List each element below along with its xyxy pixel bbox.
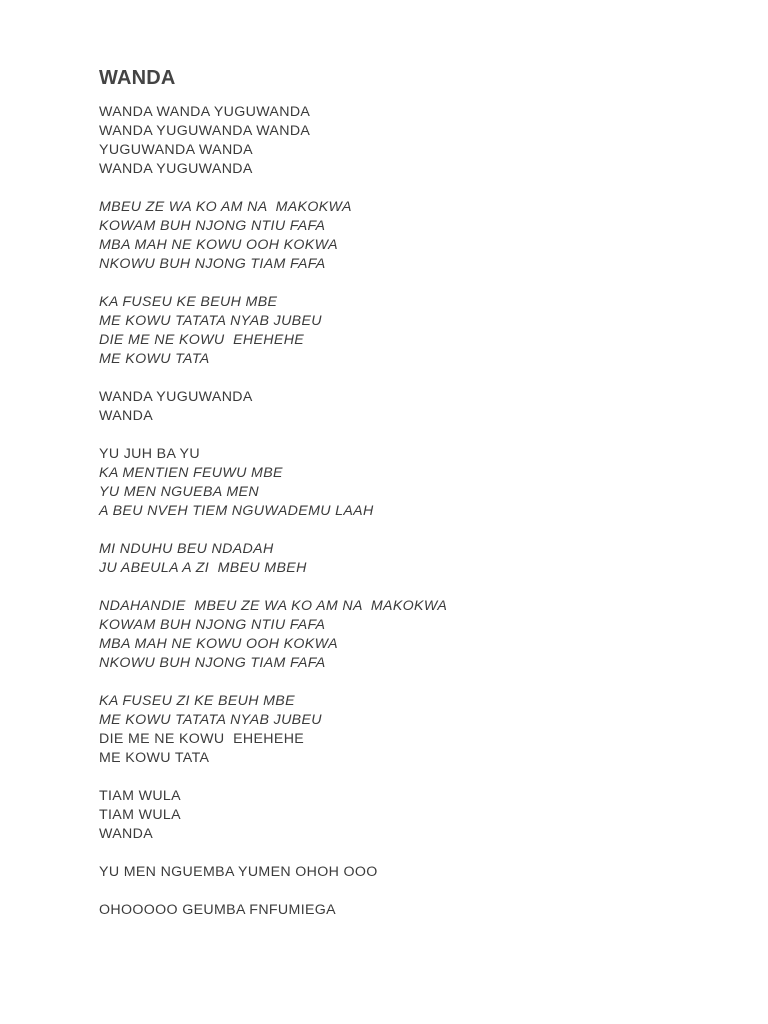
lyric-line: NKOWU BUH NJONG TIAM FAFA — [99, 256, 326, 272]
lyric-line: KA FUSEU ZI KE BEUH MBE — [99, 693, 295, 709]
lyric-line: ME KOWU TATATA NYAB JUBEU — [99, 712, 322, 728]
stanza — [99, 293, 739, 369]
lyric-line: DIE ME NE KOWU EHEHEHE — [99, 332, 305, 348]
lyric-line: MI NDUHU BEU NDADAH — [99, 541, 274, 557]
lyric-line: TIAM WULA — [99, 807, 181, 823]
lyric-line: NKOWU BUH NJONG TIAM FAFA — [99, 655, 326, 671]
lyric-line: MBA MAH NE KOWU OOH KOKWA — [99, 636, 338, 652]
lyric-line: KA MENTIEN FEUWU MBE — [99, 465, 283, 481]
stanza — [99, 692, 739, 768]
stanza — [99, 103, 739, 179]
lyrics-body — [99, 103, 739, 920]
stanza — [99, 445, 739, 521]
stanza — [99, 863, 739, 882]
stanza — [99, 597, 739, 673]
lyric-line: KOWAM BUH NJONG NTIU FAFA — [99, 617, 326, 633]
lyric-line: A BEU NVEH TIEM NGUWADEMU LAAH — [99, 503, 374, 519]
stanza — [99, 198, 739, 274]
song-title: WANDA — [99, 67, 176, 89]
stanza — [99, 540, 739, 578]
lyric-line: ME KOWU TATATA NYAB JUBEU — [99, 313, 322, 329]
lyric-line: MBEU ZE WA KO AM NA MAKOKWA — [99, 199, 352, 215]
lyric-line: KA FUSEU KE BEUH MBE — [99, 294, 278, 310]
lyric-line: YU MEN NGUEBA MEN — [99, 484, 259, 500]
lyric-line: WANDA WANDA YUGUWANDA — [99, 104, 311, 120]
lyric-line: WANDA — [99, 826, 154, 842]
lyrics-page — [99, 64, 739, 939]
stanza — [99, 901, 739, 920]
lyric-line: KOWAM BUH NJONG NTIU FAFA — [99, 218, 326, 234]
lyric-line: WANDA YUGUWANDA — [99, 389, 253, 405]
lyric-line: JU ABEULA A ZI MBEU MBEH — [99, 560, 307, 576]
lyric-line: WANDA YUGUWANDA WANDA — [99, 123, 311, 139]
lyric-line: WANDA — [99, 408, 154, 424]
lyric-line: ME KOWU TATA — [99, 750, 210, 766]
lyric-line: NDAHANDIE MBEU ZE WA KO AM NA MAKOKWA — [99, 598, 448, 614]
stanza — [99, 787, 739, 844]
lyric-line: TIAM WULA — [99, 788, 181, 804]
lyric-line: YU JUH BA YU — [99, 446, 200, 462]
lyric-line: DIE ME NE KOWU EHEHEHE — [99, 731, 305, 747]
lyric-line: MBA MAH NE KOWU OOH KOKWA — [99, 237, 338, 253]
stanza — [99, 388, 739, 426]
lyric-line: OHOOOOO GEUMBA FNFUMIEGA — [99, 902, 336, 918]
lyric-line: ME KOWU TATA — [99, 351, 210, 367]
lyric-line: YU MEN NGUEMBA YUMEN OHOH OOO — [99, 864, 378, 880]
lyric-line: WANDA YUGUWANDA — [99, 161, 253, 177]
lyric-line: YUGUWANDA WANDA — [99, 142, 253, 158]
